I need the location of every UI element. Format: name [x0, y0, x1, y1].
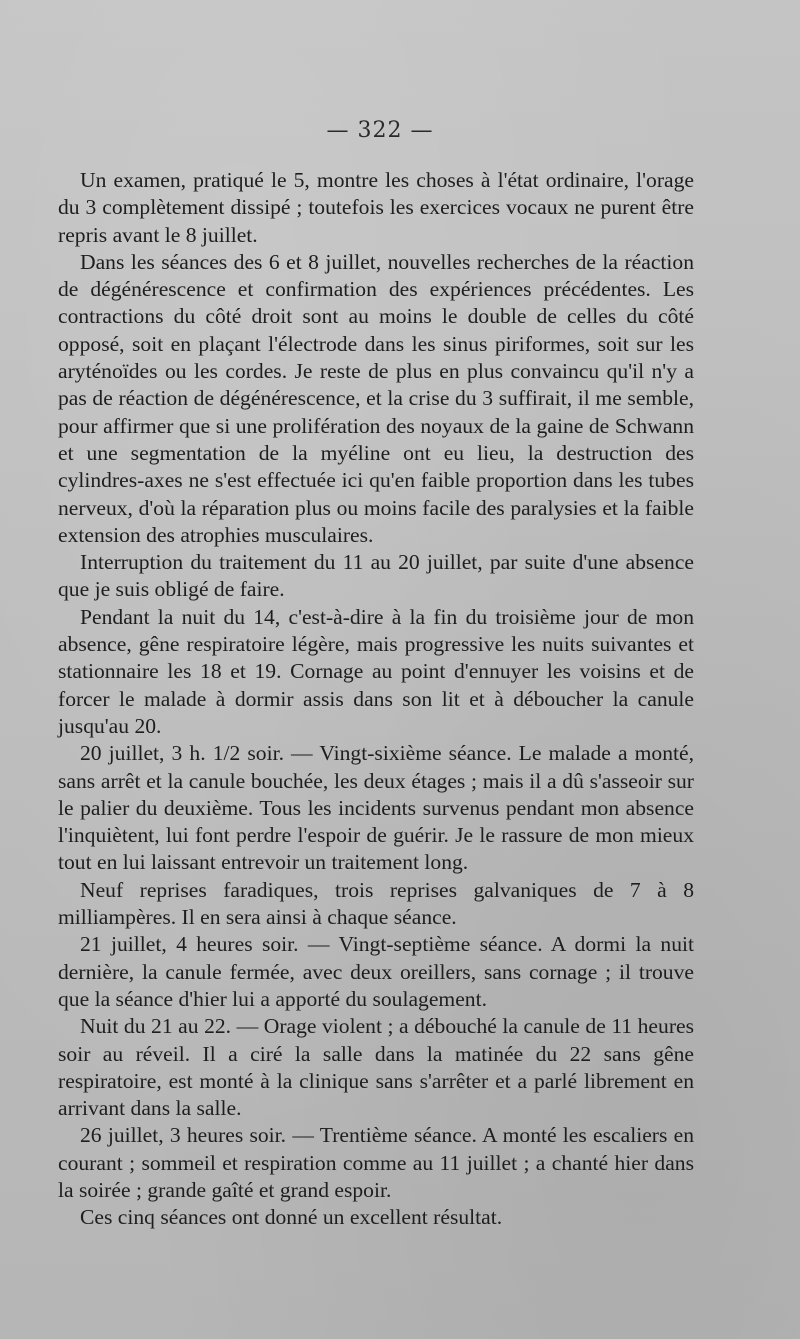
paragraph-nuit-14: Pendant la nuit du 14, c'est-à-dire à la fin du troisième jour de mon absence, gêne respiratoire légère, mais progressive les nuits suivantes et stationnaire les 18 et 19. Cornage au point d'ennuyer les voisins et de forcer le malade à dormir assis dans son lit et à déboucher la canule jusqu'au 20.: [58, 604, 694, 738]
paragraph-26-juillet: 26 juillet, 3 heures soir. — Trentième séance. A monté les escaliers en courant ; sommeil et respiration comme au 11 juillet ; a chanté hier dans la soirée ; grande gaîté et grand espoir.: [58, 1123, 694, 1202]
body-text: [58, 167, 694, 1232]
paragraph-reprises: Neuf reprises faradiques, trois reprises galvaniques de 7 à 8 milliampères. Il en sera ainsi à chaque séance.: [58, 877, 694, 930]
paragraph-21-juillet: 21 juillet, 4 heures soir. — Vingt-septième séance. A dormi la nuit dernière, la canule fermée, avec deux oreillers, sans cornage ; il trouve que la séance d'hier lui a apporté du soulagement.: [58, 932, 694, 1011]
paragraph-nuit-21-22: Nuit du 21 au 22. — Orage violent ; a débouché la canule de 11 heures soir au réveil. Il a ciré la salle dans la matinée du 22 sans gêne respiratoire, est monté à la clinique sans s'arrêter et a parlé librement en arrivant dans la salle.: [58, 1014, 694, 1121]
paragraph-interruption: Interruption du traitement du 11 au 20 juillet, par suite d'une absence que je suis obligé de faire.: [58, 550, 694, 602]
paragraph-examen: Un examen, pratiqué le 5, montre les choses à l'état ordinaire, l'orage du 3 complètement dissipé ; toutefois les exercices vocaux ne purent être repris avant le 8 juillet.: [58, 168, 694, 247]
page-number: — 322 —: [326, 118, 434, 143]
paragraph-20-juillet: 20 juillet, 3 h. 1/2 soir. — Vingt-sixième séance. Le malade a monté, sans arrêt et la canule bouchée, les deux étages ; mais il a dû s'asseoir sur le palier du deuxième. Tous les incidents survenus pendant mon absence l'inquiètent, lui font perdre l'espoir de guérir. Je le rassure de mon mieux tout en lui laissant entrevoir un traitement long.: [58, 741, 694, 875]
paragraph-seances-6-8: Dans les séances des 6 et 8 juillet, nouvelles recherches de la réaction de dégénérescence et confirmation des expériences précédentes. Les contractions du côté droit sont au moins le double de celles du côté opposé, soit en plaçant l'électrode dans les sinus piriformes, soit sur les aryténoïdes ou les cordes. Je reste de plus en plus convaincu qu'il n'y a pas de réaction de dégénérescence, et la crise du 3 suffirait, il me semble, pour affirmer que si une prolifération des noyaux de la gaine de Schwann et une segmentation de la myéline ont eu lieu, la destruction des cylindres-axes ne s'est effectuée ici qu'en faible proportion dans les tubes nerveux, d'où la réparation plus ou moins facile des paralysies et la faible extension des atrophies musculaires.: [58, 249, 694, 547]
paragraph-conclusion: Ces cinq séances ont donné un excellent résultat.: [80, 1205, 503, 1230]
